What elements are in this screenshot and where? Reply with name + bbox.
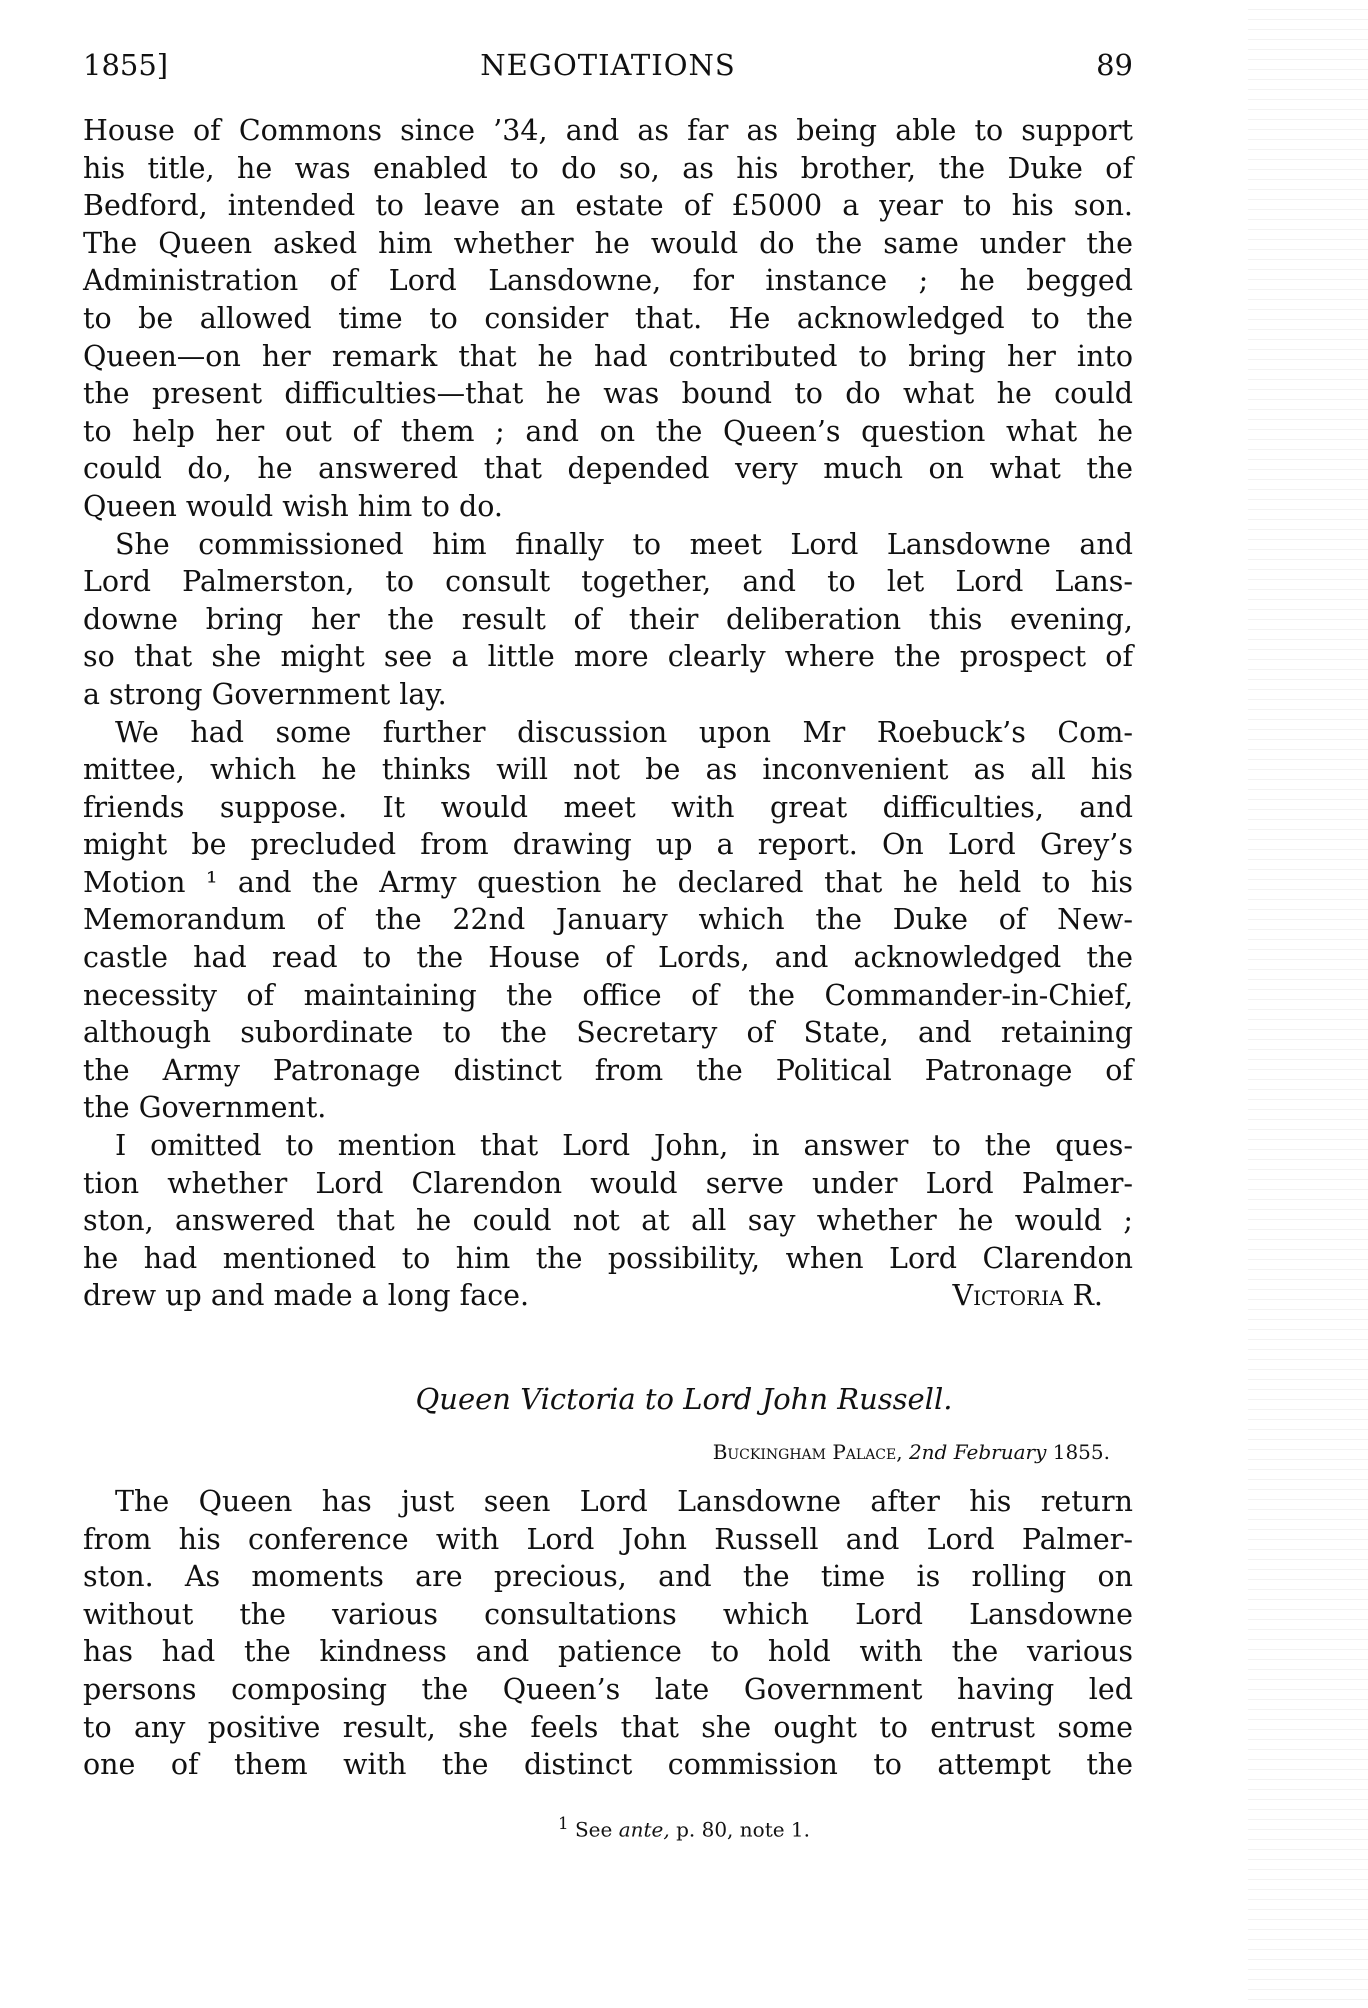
scan-margin-noise	[1248, 0, 1368, 2008]
text-line-content: ston, answered that he could not at all say whether he would ;	[83, 1204, 1133, 1238]
signature: Victoria R.	[952, 1279, 1103, 1313]
text-line	[83, 375, 1133, 413]
text-line	[83, 1633, 1133, 1671]
text-line	[83, 676, 1133, 714]
footnote-post: p. 80, note 1.	[676, 1817, 811, 1842]
text-line-content: drew up and made a long face.	[83, 1279, 530, 1313]
text-line-content: ston. As moments are precious, and the time is rolling on	[83, 1560, 1133, 1594]
text-line	[83, 1165, 1133, 1203]
text-line	[83, 977, 1133, 1015]
text-line-content: persons composing the Queen’s late Government having led	[83, 1672, 1133, 1706]
text-line	[83, 1521, 1133, 1559]
footnote-ante: ante,	[618, 1817, 670, 1842]
text-line-content: without the various consultations which Lord Lansdowne	[83, 1597, 1133, 1631]
text-line-content: We had some further discussion upon Mr Roebuck’s Com-	[115, 715, 1133, 749]
text-line-content: so that she might see a little more clearly where the prospect of	[83, 640, 1133, 674]
text-line	[83, 1558, 1133, 1596]
text-line	[83, 751, 1133, 789]
text-line-content: to be allowed time to consider that. He acknowledged to the	[83, 301, 1133, 335]
text-line	[83, 300, 1133, 338]
text-line-content: necessity of maintaining the office of the Commander-in-Chief,	[83, 978, 1133, 1012]
text-line	[83, 901, 1133, 939]
text-line-content: he had mentioned to him the possibility, when Lord Clarendon	[83, 1241, 1133, 1275]
text-line	[83, 939, 1133, 977]
dateline-place: Buckingham Palace,	[712, 1440, 903, 1464]
text-line-content: the Government.	[83, 1091, 327, 1125]
text-line-content: I omitted to mention that Lord John, in answer to the ques-	[115, 1129, 1133, 1163]
text-line-content: his title, he was enabled to do so, as his brother, the Duke of	[83, 151, 1133, 185]
text-line	[83, 638, 1133, 676]
text-line	[83, 262, 1133, 300]
text-line-content: Memorandum of the 22nd January which the Duke of New-	[83, 903, 1133, 937]
text-line	[83, 789, 1133, 827]
footnote-pre: See	[574, 1817, 613, 1842]
dateline	[713, 1440, 1110, 1464]
text-line-content: might be precluded from drawing up a report. On Lord Grey’s	[83, 828, 1133, 862]
text-line-content: mittee, which he thinks will not be as inconvenient as all his	[83, 753, 1133, 787]
text-line-content: from his conference with Lord John Russell and Lord Palmer-	[83, 1522, 1133, 1556]
text-line	[83, 1596, 1133, 1634]
text-line	[83, 488, 1133, 526]
dateline-date: 2nd February	[908, 1440, 1047, 1464]
text-line-content: a strong Government lay.	[83, 677, 447, 711]
text-line-content: castle had read to the House of Lords, and acknowledged the	[83, 941, 1133, 975]
text-line	[83, 563, 1133, 601]
text-line-content: to help her out of them ; and on the Queen’s question what he	[83, 414, 1133, 448]
text-line	[83, 826, 1133, 864]
text-line	[83, 1014, 1133, 1052]
text-line-content: although subordinate to the Secretary of State, and retaining	[83, 1016, 1133, 1050]
text-line	[83, 187, 1133, 225]
footnote	[0, 1814, 1368, 1842]
text-line	[83, 225, 1133, 263]
text-line-content: The Queen asked him whether he would do the same under the	[83, 226, 1133, 260]
text-line-content: tion whether Lord Clarendon would serve under Lord Palmer-	[83, 1166, 1133, 1200]
letter-title: Queen Victoria to Lord John Russell.	[415, 1382, 953, 1416]
text-line	[83, 1052, 1133, 1090]
text-line-content: the present difficulties—that he was bound to do what he could	[83, 377, 1133, 411]
text-line	[83, 413, 1133, 451]
text-line	[83, 1746, 1133, 1784]
text-line	[83, 1127, 1133, 1165]
text-line-content: Queen—on her remark that he had contributed to bring her into	[83, 339, 1133, 373]
body-text-1	[83, 112, 1133, 1315]
dateline-year: 1855.	[1052, 1440, 1110, 1464]
text-line-content: one of them with the distinct commission to attempt the	[83, 1748, 1133, 1782]
text-line	[83, 1709, 1133, 1747]
text-line-content: House of Commons since ’34, and as far as being able to support	[83, 114, 1133, 147]
text-line	[83, 1671, 1133, 1709]
text-line	[83, 526, 1133, 564]
text-line	[83, 714, 1133, 752]
text-line-content: The Queen has just seen Lord Lansdowne after his return	[115, 1485, 1133, 1518]
page-number: 89	[1096, 48, 1133, 82]
text-line-content: to any positive result, she feels that she ought to entrust some	[83, 1710, 1133, 1744]
text-line	[83, 112, 1133, 150]
text-line	[83, 1277, 1133, 1315]
text-line	[83, 450, 1133, 488]
header-title: NEGOTIATIONS	[480, 48, 736, 82]
text-line	[83, 1089, 1133, 1127]
text-line-content: could do, he answered that depended very much on what the	[83, 452, 1133, 486]
text-line	[83, 150, 1133, 188]
text-line-content: Bedford, intended to leave an estate of £5000 a year to his son.	[83, 189, 1133, 223]
text-line	[83, 864, 1133, 902]
body-text-2	[83, 1483, 1133, 1784]
text-line-content: friends suppose. It would meet with great difficulties, and	[83, 790, 1133, 824]
text-line-content: Lord Palmerston, to consult together, and to let Lord Lans-	[83, 565, 1133, 599]
text-line-content: She commissioned him finally to meet Lord Lansdowne and	[115, 527, 1133, 561]
text-line	[83, 1483, 1133, 1521]
text-line-content: Queen would wish him to do.	[83, 489, 503, 523]
text-line	[83, 1202, 1133, 1240]
header-year: 1855]	[83, 48, 169, 82]
text-line-content: Administration of Lord Lansdowne, for instance ; he begged	[83, 264, 1133, 298]
text-line	[83, 338, 1133, 376]
footnote-mark: 1	[557, 1814, 569, 1833]
running-header	[83, 48, 1133, 92]
text-line	[83, 1240, 1133, 1278]
text-line-content: Motion ¹ and the Army question he declared that he held to his	[83, 865, 1133, 899]
text-line-content: downe bring her the result of their deliberation this evening,	[83, 602, 1133, 636]
text-line-content: has had the kindness and patience to hold with the various	[83, 1635, 1133, 1669]
text-line-content: the Army Patronage distinct from the Political Patronage of	[83, 1053, 1133, 1087]
text-line	[83, 601, 1133, 639]
